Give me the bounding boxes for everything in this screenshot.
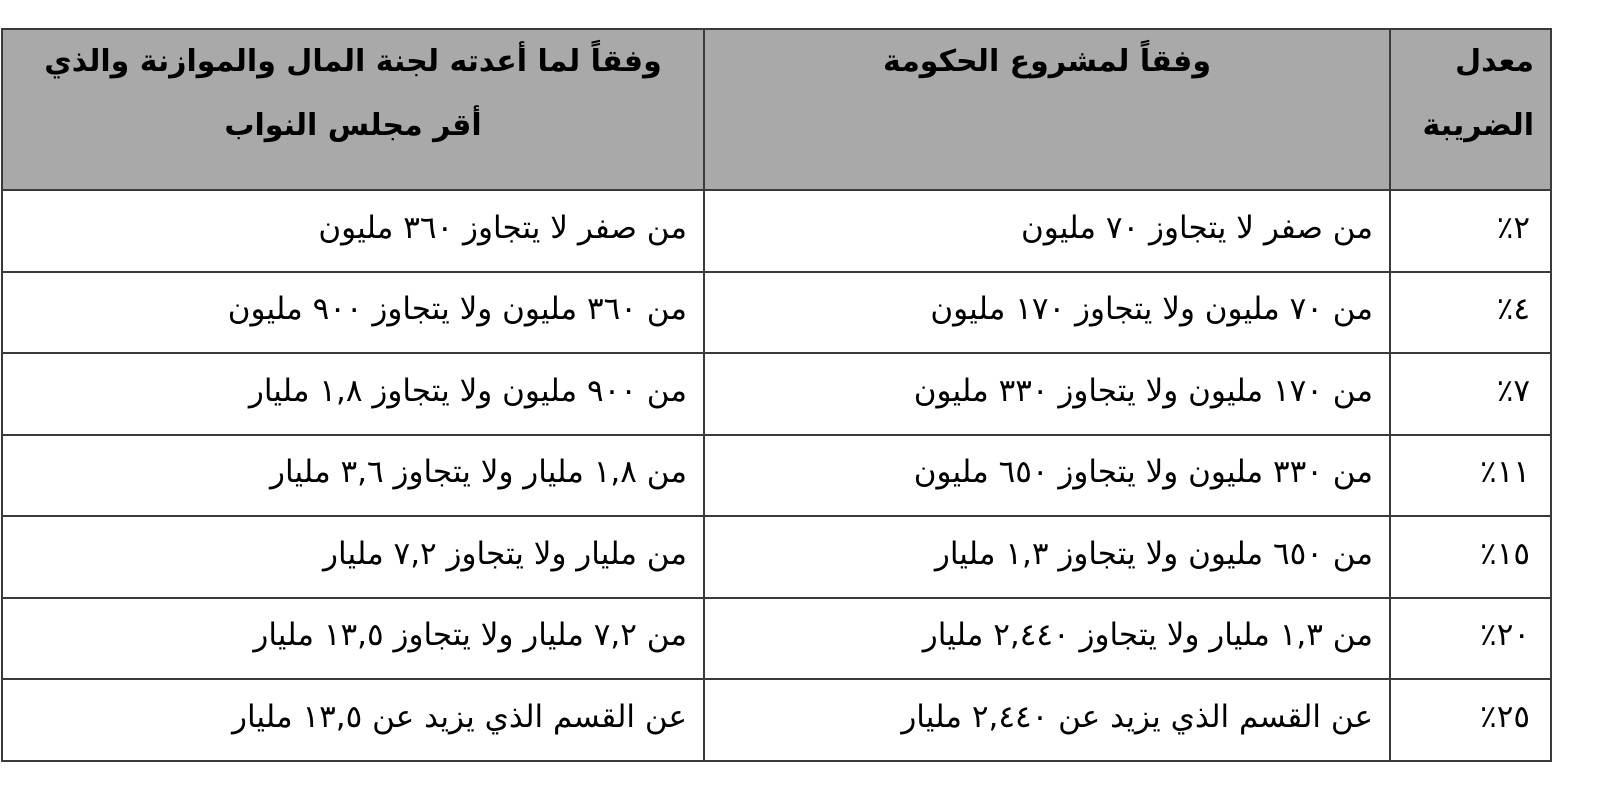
header-government-project: وفقاً لمشروع الحكومة [704,29,1390,190]
cell-rate: ١٥٪ [1390,516,1551,598]
table-row [2,353,1551,435]
cell-government: من ٦٥٠ مليون ولا يتجاوز ١,٣ مليار [704,516,1390,598]
table-row [2,190,1551,272]
cell-rate: ٢٠٪ [1390,598,1551,680]
cell-committee: من مليار ولا يتجاوز ٧,٢ مليار [2,516,704,598]
header-tax-rate: معدل الضريبة [1390,29,1551,190]
cell-rate: ٢٪ [1390,190,1551,272]
header-row [2,29,1551,190]
cell-government: من ٧٠ مليون ولا يتجاوز ١٧٠ مليون [704,272,1390,354]
cell-government: من ٣٣٠ مليون ولا يتجاوز ٦٥٠ مليون [704,435,1390,517]
cell-committee: عن القسم الذي يزيد عن ١٣,٥ مليار [2,679,704,761]
cell-rate: ٧٪ [1390,353,1551,435]
table-row [2,516,1551,598]
table-row [2,679,1551,761]
table-header [2,29,1551,190]
cell-rate: ١١٪ [1390,435,1551,517]
cell-rate: ٤٪ [1390,272,1551,354]
cell-committee: من صفر لا يتجاوز ٣٦٠ مليون [2,190,704,272]
tax-rate-table [1,28,1552,762]
cell-rate: ٢٥٪ [1390,679,1551,761]
cell-committee: من ٧,٢ مليار ولا يتجاوز ١٣,٥ مليار [2,598,704,680]
cell-government: من ١٧٠ مليون ولا يتجاوز ٣٣٠ مليون [704,353,1390,435]
cell-government: من صفر لا يتجاوز ٧٠ مليون [704,190,1390,272]
table-body [2,190,1551,761]
cell-government: عن القسم الذي يزيد عن ٢,٤٤٠ مليار [704,679,1390,761]
table-row [2,272,1551,354]
header-committee-version: وفقاً لما أعدته لجنة المال والموازنة والذي أقر مجلس النواب [2,29,704,190]
cell-government: من ١,٣ مليار ولا يتجاوز ٢,٤٤٠ مليار [704,598,1390,680]
cell-committee: من ١,٨ مليار ولا يتجاوز ٣,٦ مليار [2,435,704,517]
table-row [2,435,1551,517]
cell-committee: من ٩٠٠ مليون ولا يتجاوز ١,٨ مليار [2,353,704,435]
cell-committee: من ٣٦٠ مليون ولا يتجاوز ٩٠٠ مليون [2,272,704,354]
table-row [2,598,1551,680]
tax-rate-table-container [1,28,1550,762]
